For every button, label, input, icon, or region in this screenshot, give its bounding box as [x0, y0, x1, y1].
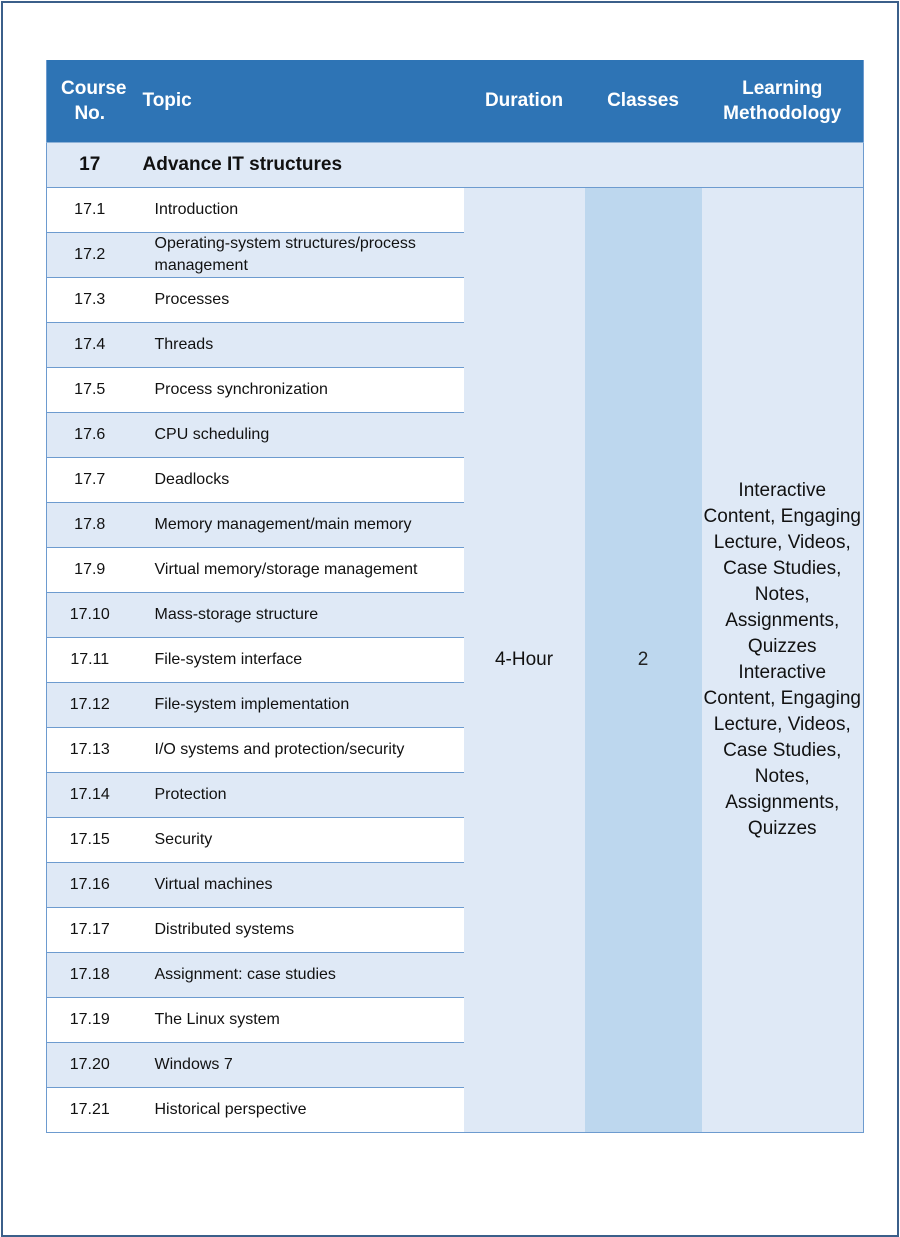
methodology-text: Interactive Content, Engaging Lecture, Videos, Case Studies, Notes, Assignments, Quizzes — [703, 479, 861, 657]
course-number-cell: 17.16 — [47, 862, 133, 907]
topic-cell: Security — [133, 817, 464, 862]
topic-cell: Windows 7 — [133, 1042, 464, 1087]
topic-cell: Assignment: case studies — [133, 952, 464, 997]
header-classes: Classes — [585, 60, 702, 142]
topic-cell: Processes — [133, 277, 464, 322]
course-number-cell: 17.7 — [47, 457, 133, 502]
course-number-cell: 17.18 — [47, 952, 133, 997]
topic-cell: Mass-storage structure — [133, 592, 464, 637]
course-number-cell: 17.1 — [47, 187, 133, 232]
table-row — [47, 187, 864, 232]
topic-cell: Protection — [133, 772, 464, 817]
methodology-text: Interactive Content, Engaging Lecture, Videos, Case Studies, Notes, Assignments, Quizzes — [703, 661, 861, 839]
topic-cell: The Linux system — [133, 997, 464, 1042]
topic-cell: Virtual memory/storage management — [133, 547, 464, 592]
course-number-cell: 17.6 — [47, 412, 133, 457]
section-title: Advance IT structures — [133, 142, 864, 187]
course-number-cell: 17.13 — [47, 727, 133, 772]
topic-cell: Operating-system structures/process management — [133, 232, 464, 277]
course-number-cell: 17.9 — [47, 547, 133, 592]
learning-methodology-cell — [702, 187, 864, 1132]
topic-cell: Historical perspective — [133, 1087, 464, 1132]
course-number-cell: 17.10 — [47, 592, 133, 637]
topic-cell: Memory management/main memory — [133, 502, 464, 547]
topic-cell: CPU scheduling — [133, 412, 464, 457]
topic-cell: Process synchronization — [133, 367, 464, 412]
course-number-cell: 17.11 — [47, 637, 133, 682]
course-number-cell: 17.19 — [47, 997, 133, 1042]
topic-cell: Deadlocks — [133, 457, 464, 502]
topic-cell: File-system interface — [133, 637, 464, 682]
section-row — [47, 142, 864, 187]
table-header-row — [47, 60, 864, 142]
course-number-cell: 17.14 — [47, 772, 133, 817]
topic-cell: I/O systems and protection/security — [133, 727, 464, 772]
topic-cell: Distributed systems — [133, 907, 464, 952]
duration-cell: 4-Hour — [464, 187, 585, 1132]
topic-cell: File-system implementation — [133, 682, 464, 727]
table-body — [47, 142, 864, 1132]
course-syllabus-table — [46, 60, 864, 1133]
course-number-cell: 17.5 — [47, 367, 133, 412]
course-number-cell: 17.15 — [47, 817, 133, 862]
course-number-cell: 17.20 — [47, 1042, 133, 1087]
course-number-cell: 17.2 — [47, 232, 133, 277]
header-learning-methodology: Learning Methodology — [702, 60, 864, 142]
classes-cell: 2 — [585, 187, 702, 1132]
course-number-cell: 17.12 — [47, 682, 133, 727]
topic-cell: Threads — [133, 322, 464, 367]
header-topic: Topic — [133, 60, 464, 142]
course-number-cell: 17.21 — [47, 1087, 133, 1132]
course-number-cell: 17.17 — [47, 907, 133, 952]
header-course-no: Course No. — [47, 60, 133, 142]
topic-cell: Introduction — [133, 187, 464, 232]
section-number: 17 — [47, 142, 133, 187]
course-number-cell: 17.3 — [47, 277, 133, 322]
header-duration: Duration — [464, 60, 585, 142]
course-number-cell: 17.4 — [47, 322, 133, 367]
topic-cell: Virtual machines — [133, 862, 464, 907]
course-number-cell: 17.8 — [47, 502, 133, 547]
